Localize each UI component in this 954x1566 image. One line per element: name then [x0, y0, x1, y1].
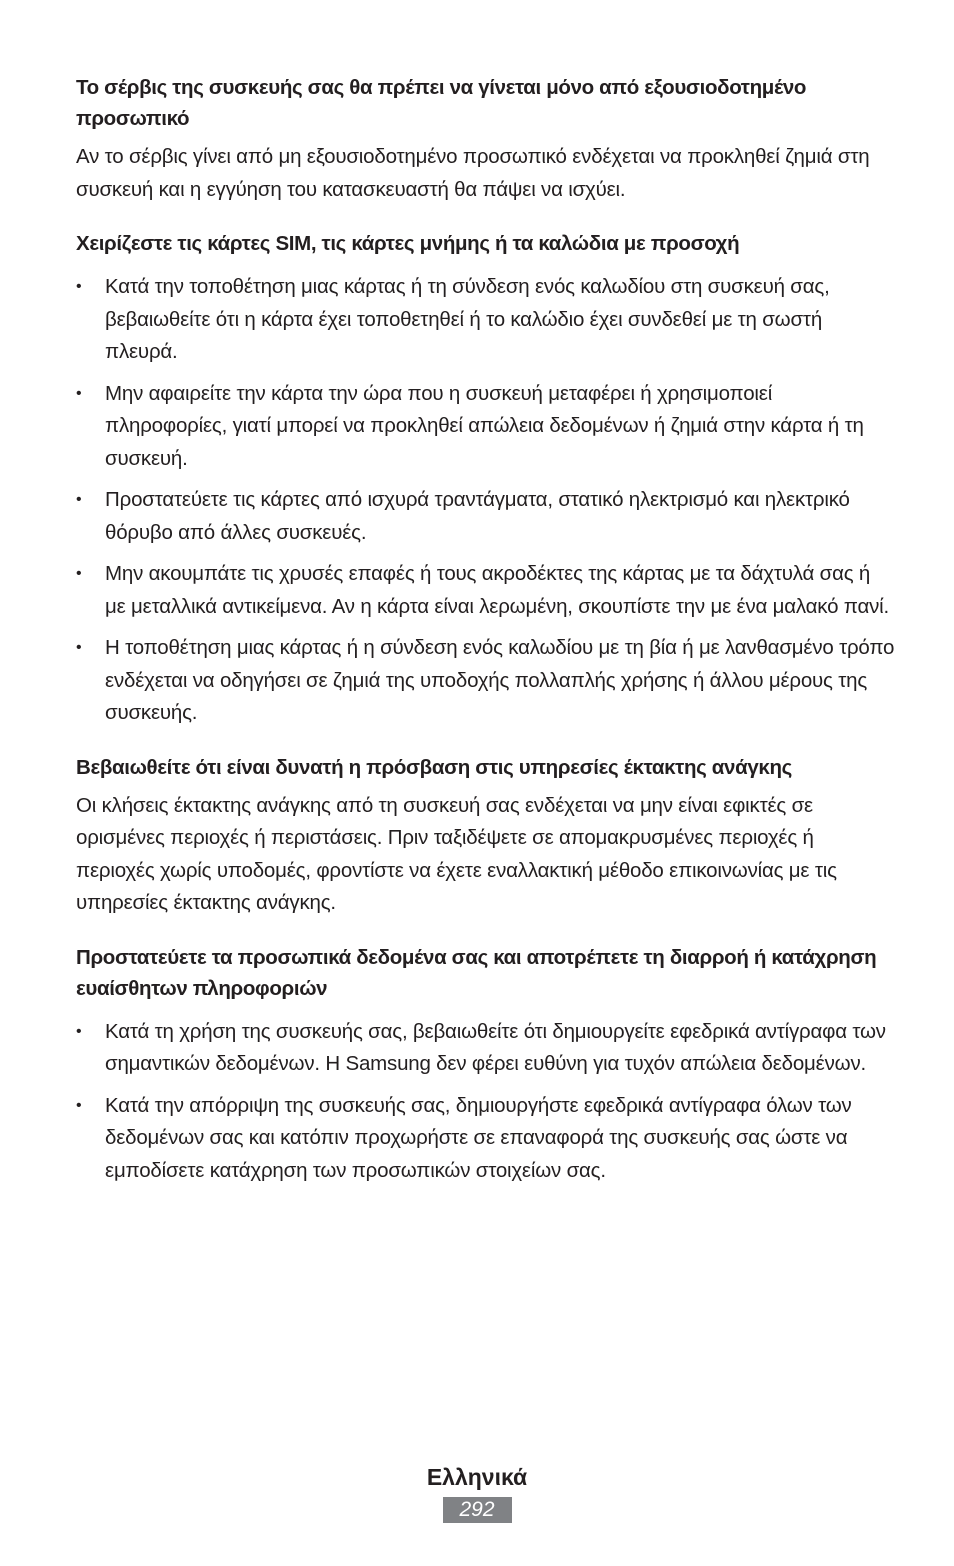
- bullet-icon: •: [76, 491, 82, 508]
- section-sim-cards: [76, 228, 896, 730]
- page-footer: [0, 1462, 954, 1523]
- section-authorized-service: [76, 72, 896, 206]
- bullet-icon: •: [76, 1022, 82, 1040]
- page-number: 292: [443, 1497, 512, 1523]
- list-item: • Η τοποθέτηση μιας κάρτας ή η σύνδεση ενός καλωδίου με τη βία ή με λανθασμένο τρόπο ενδέχεται να οδηγήσει σε ζημιά της υποδοχής πολλαπλής χρήσης ή άλλου μέρους της συσκευής.: [76, 632, 896, 730]
- bullet-icon: •: [76, 565, 82, 582]
- list-item: • Μην ακουμπάτε τις χρυσές επαφές ή τους ακροδέκτες της κάρτας με τα δάχτυλά σας ή με μεταλλικά αντικείμενα. Αν η κάρτα είναι λερωμένη, σκουπίστε την με ένα μαλακό πανί.: [76, 558, 896, 623]
- bullet-icon: •: [76, 639, 82, 656]
- bullet-icon: •: [76, 278, 82, 295]
- bullet-list: [76, 271, 896, 730]
- footer-language: Ελληνικά: [426, 1464, 528, 1490]
- section-heading: Προστατεύετε τα προσωπικά δεδομένα σας και αποτρέπετε τη διαρροή ή κατάχρηση ευαίσθητων πληροφοριών: [76, 945, 877, 1000]
- list-item: • Μην αφαιρείτε την κάρτα την ώρα που η συσκευή μεταφέρει ή χρησιμοποιεί πληροφορίες, γιατί μπορεί να προκληθεί απώλεια δεδομένων ή ζημιά στην κάρτα ή τη συσκευή.: [76, 378, 896, 476]
- section-heading: Βεβαιωθείτε ότι είναι δυνατή η πρόσβαση στις υπηρεσίες έκτακτης ανάγκης: [76, 755, 792, 779]
- list-item: • Κατά την τοποθέτηση μιας κάρτας ή τη σύνδεση ενός καλωδίου στη συσκευή σας, βεβαιωθείτε ότι η κάρτα έχει τοποθετηθεί ή το καλώδιο έχει συνδεθεί με τη σωστή πλευρά.: [76, 271, 896, 369]
- section-heading: Το σέρβις της συσκευής σας θα πρέπει να γίνεται μόνο από εξουσιοδοτημένο προσωπικό: [76, 76, 807, 130]
- section-paragraph: Αν το σέρβις γίνει από μη εξουσιοδοτημένο προσωπικό ενδέχεται να προκληθεί ζημιά στη συσκευή και η εγγύηση του κατασκευαστή θα πάψει να ισχύει.: [76, 145, 870, 201]
- list-item: • Κατά την απόρριψη της συσκευής σας, δημιουργήστε εφεδρικά αντίγραφα όλων των δεδομένων σας και κατόπιν προχωρήστε σε επαναφορά της συσκευής σας ώστε να εμποδίσετε κατάχρηση των προσωπικών στοιχείων σας.: [76, 1090, 896, 1188]
- section-personal-data: [76, 942, 896, 1188]
- list-item: • Κατά τη χρήση της συσκευής σας, βεβαιωθείτε ότι δημιουργείτε εφεδρικά αντίγραφα των σημαντικών δεδομένων. Η Samsung δεν φέρει ευθύνη για τυχόν απώλεια δεδομένων.: [76, 1016, 896, 1081]
- section-emergency-services: [76, 752, 896, 920]
- section-paragraph: Οι κλήσεις έκτακτης ανάγκης από τη συσκευή σας ενδέχεται να μην είναι εφικτές σε ορισμένες περιοχές ή περιστάσεις. Πριν ταξιδέψετε σε απομακρυσμένες περιοχές ή περιοχές χωρίς υποδομές, φροντίστε να έχετε εναλλακτική μέθοδο επικοινωνίας με τις υπηρεσίες έκτακτης ανάγκης.: [76, 793, 837, 914]
- bullet-icon: •: [76, 384, 82, 402]
- bullet-list: [76, 1016, 896, 1188]
- list-item: • Προστατεύετε τις κάρτες από ισχυρά τραντάγματα, στατικό ηλεκτρισμό και ηλεκτρικό θόρυβο από άλλες συσκευές.: [76, 484, 896, 549]
- section-heading: Χειρίζεστε τις κάρτες SIM, τις κάρτες μνήμης ή τα καλώδια με προσοχή: [76, 232, 740, 255]
- bullet-icon: •: [76, 1096, 82, 1114]
- document-page: [76, 72, 896, 1209]
